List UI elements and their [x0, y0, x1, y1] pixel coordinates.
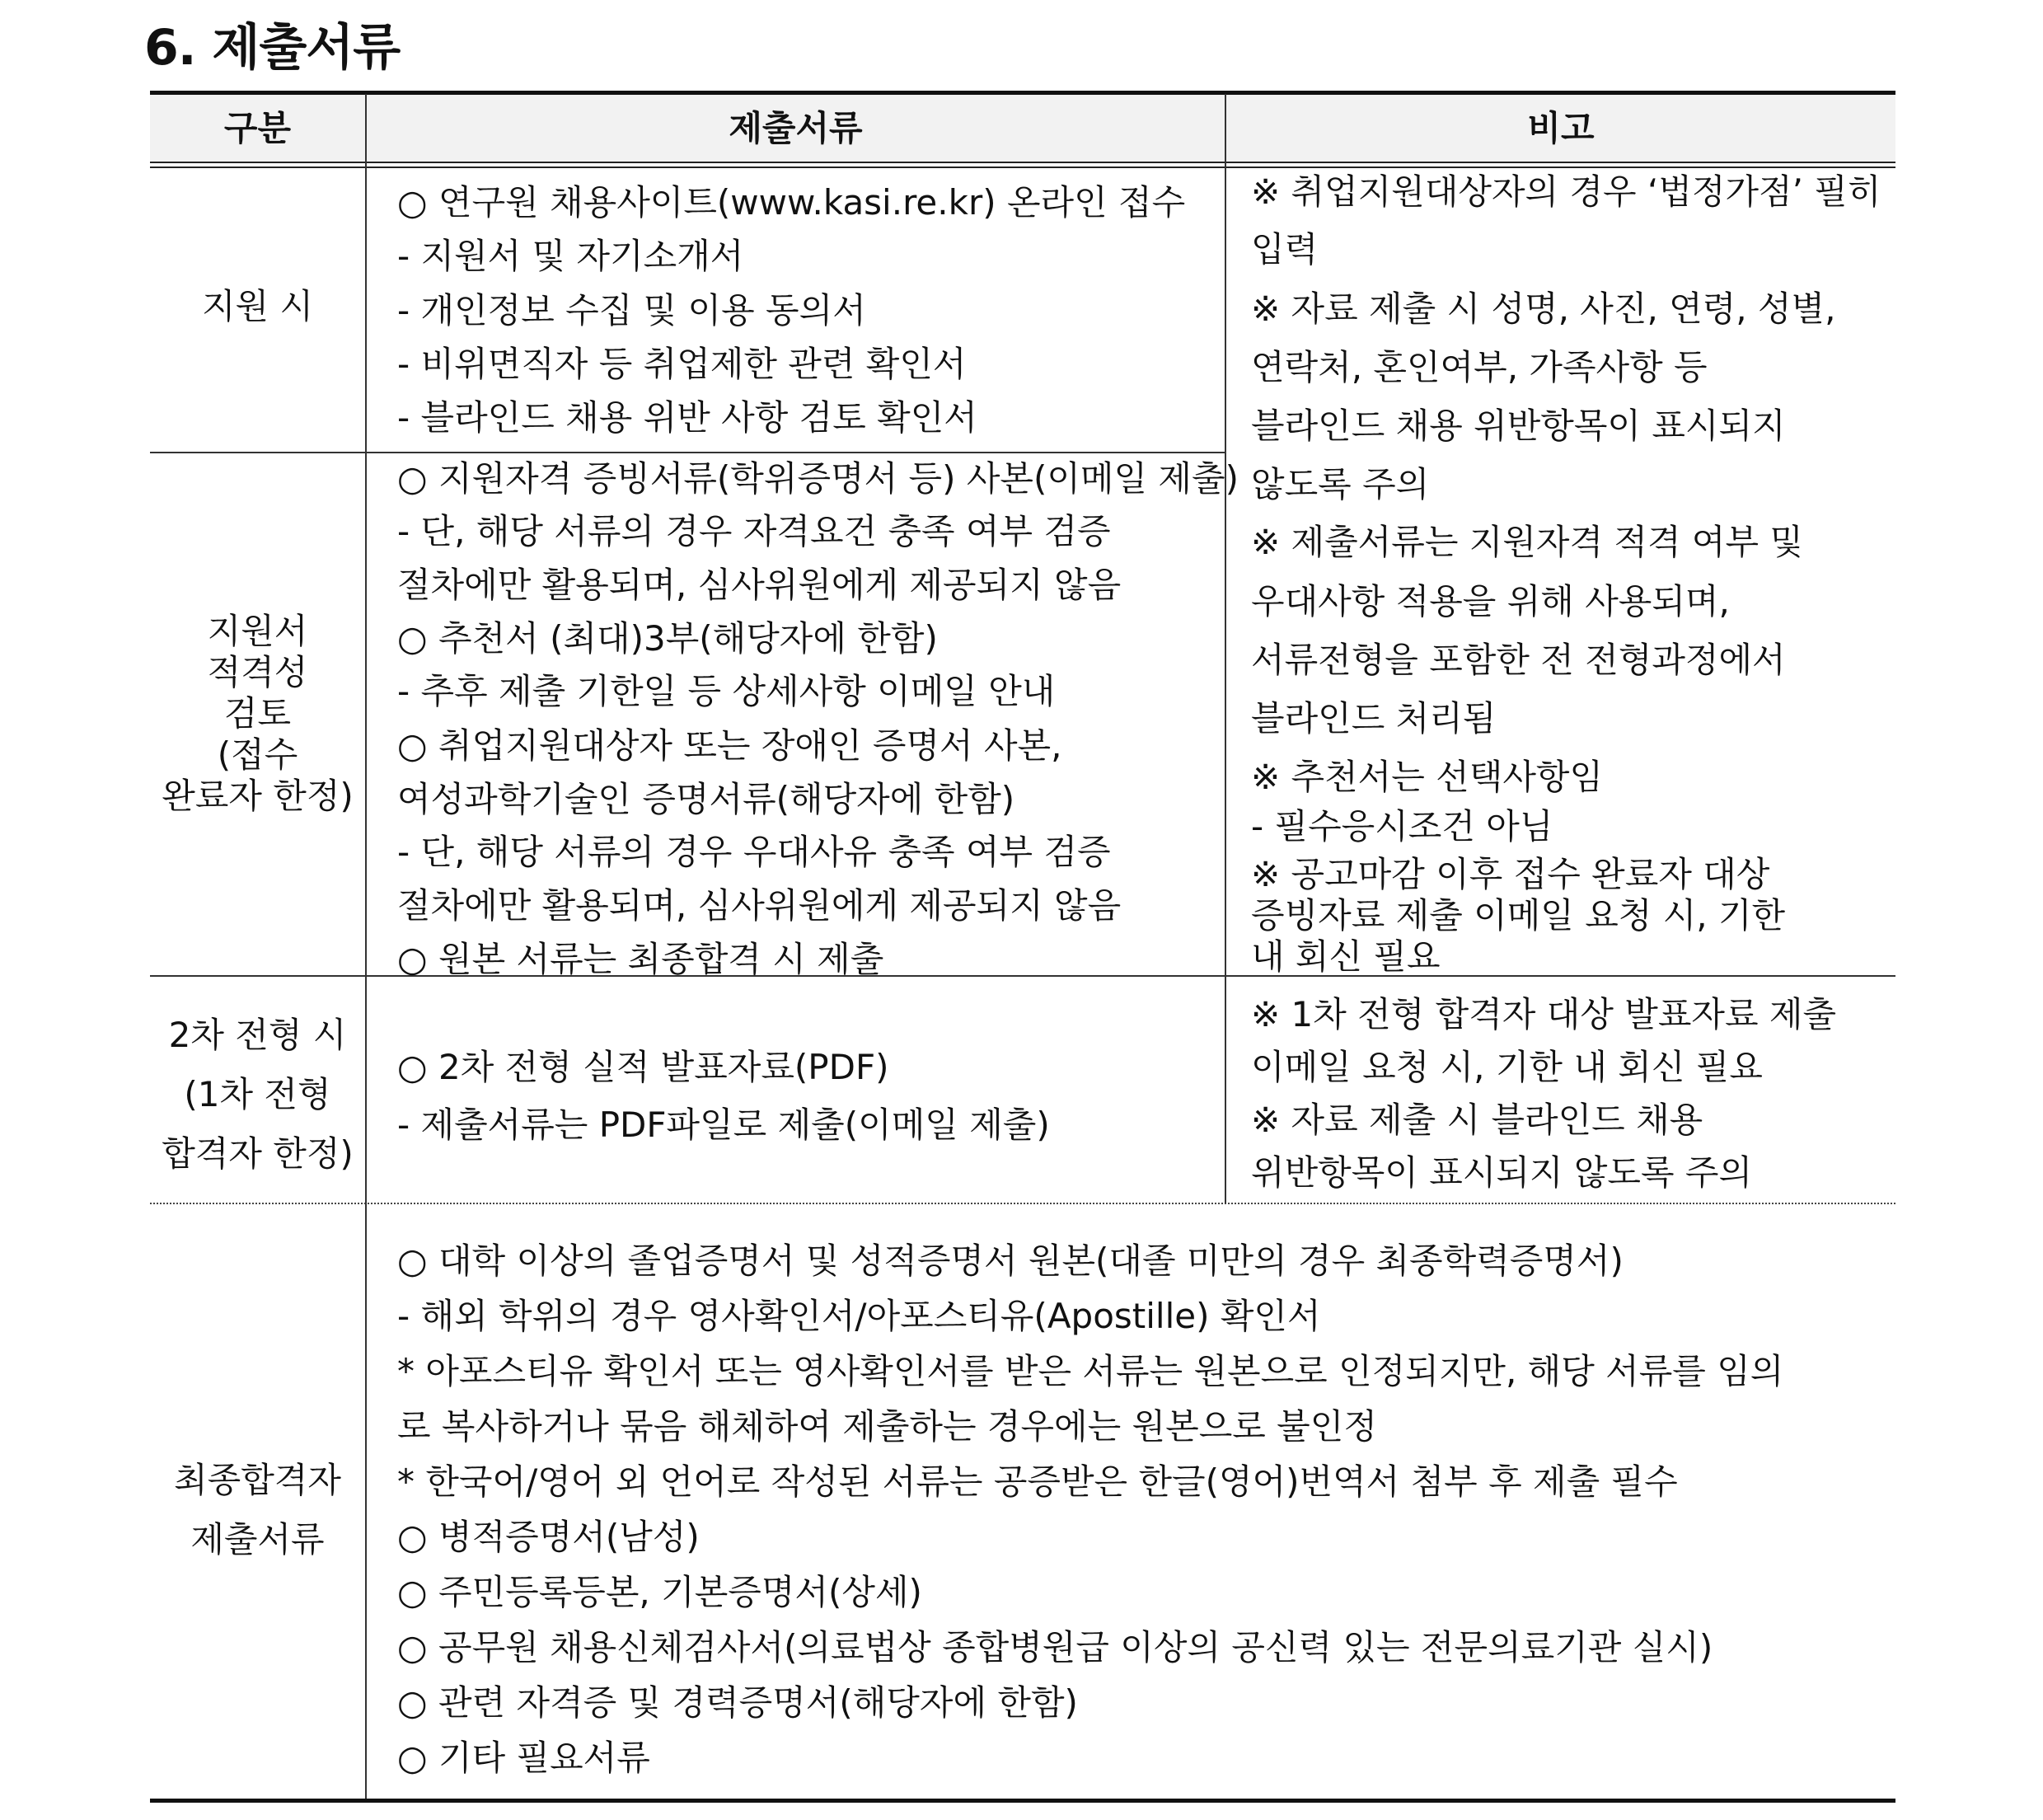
note-line: 내 회신 필요	[1251, 936, 1441, 977]
doc-line: ○ 대학 이상의 졸업증명서 및 성적증명서 원본(대졸 미만의 경우 최종학력증명서)	[397, 1241, 1624, 1281]
doc-line: * 아포스티유 확인서 또는 영사확인서를 받은 서류는 원본으로 인정되지만, 해당 서류를 임의	[397, 1351, 1784, 1391]
note-line: 않도록 주의	[1251, 464, 1430, 504]
category-line: (접수	[217, 734, 298, 775]
doc-line: - 추후 제출 기한일 등 상세사항 이메일 안내	[397, 671, 1056, 711]
doc-line: ○ 지원자격 증빙서류(학위증명서 등) 사본(이메일 제출)	[397, 458, 1239, 499]
doc-line: ○ 병적증명서(남성)	[397, 1517, 700, 1557]
category-line: 제출서류	[190, 1519, 325, 1560]
note-line: ※ 추천서는 선택사항임	[1251, 757, 1604, 797]
note-line: 연락처, 혼인여부, 가족사항 등	[1251, 347, 1708, 387]
category-line: 지원 시	[201, 286, 314, 326]
doc-line: - 단, 해당 서류의 경우 우대사유 충족 여부 검증	[397, 832, 1111, 872]
category-line: 2차 전형 시	[168, 1015, 347, 1055]
note-line: - 필수응시조건 아님	[1251, 806, 1553, 847]
category-line: (1차 전형	[184, 1074, 331, 1114]
table-bottom-rule	[150, 1799, 1895, 1803]
note-line: ※ 자료 제출 시 블라인드 채용	[1251, 1100, 1703, 1140]
note-line: 우대사항 적용을 위해 사용되며,	[1251, 581, 1730, 622]
doc-line: - 해외 학위의 경우 영사확인서/아포스티유(Apostille) 확인서	[397, 1296, 1321, 1336]
row3-category	[150, 1006, 365, 1184]
doc-line: ○ 추천서 (최대)3부(해당자에 한함)	[397, 618, 938, 659]
doc-line: ○ 연구원 채용사이트(www.kasi.re.kr) 온라인 접수	[397, 182, 1186, 223]
doc-line: 여성과학기술인 증명서류(해당자에 한함)	[397, 779, 1015, 819]
note-line: 위반항목이 표시되지 않도록 주의	[1251, 1152, 1753, 1193]
note-line: ※ 취업지원대상자의 경우 ‘법정가점’ 필히	[1251, 171, 1881, 212]
doc-line: ○ 2차 전형 실적 발표자료(PDF)	[397, 1047, 889, 1087]
row4-category	[150, 1451, 365, 1569]
row2-category	[150, 611, 365, 817]
doc-line: ○ 원본 서류는 최종합격 시 제출	[397, 939, 884, 979]
note-line: 입력	[1251, 229, 1319, 270]
category-line: 적격성	[207, 652, 308, 692]
doc-line: ○ 공무원 채용신체검사서(의료법상 종합병원급 이상의 공신력 있는 전문의료기관 실시)	[397, 1627, 1713, 1668]
doc-line: ○ 취업지원대상자 또는 장애인 증명서 사본,	[397, 725, 1062, 766]
doc-line: - 비위면직자 등 취업제한 관련 확인서	[397, 344, 967, 384]
note-line: 서류전형을 포함한 전 전형과정에서	[1251, 640, 1786, 680]
header-documents: 제출서류	[729, 108, 863, 148]
category-line: 검토	[223, 693, 292, 734]
category-line: 완료자 한정)	[162, 776, 354, 816]
column-divider-1	[365, 94, 367, 1799]
doc-line: - 블라인드 채용 위반 사항 검토 확인서	[397, 397, 977, 438]
doc-line: ○ 기타 필요서류	[397, 1738, 650, 1778]
category-line: 지원서	[207, 611, 308, 651]
note-line: 증빙자료 제출 이메일 요청 시, 기한	[1251, 895, 1786, 936]
note-line: ※ 공고마감 이후 접수 완료자 대상	[1251, 854, 1770, 894]
note-line: 블라인드 처리됨	[1251, 698, 1497, 739]
column-divider-2	[1225, 94, 1226, 1203]
doc-line: - 개인정보 수집 및 이용 동의서	[397, 290, 866, 331]
category-line: 합격자 한정)	[162, 1133, 354, 1174]
doc-line: - 지원서 및 자기소개서	[397, 236, 744, 276]
table-top-rule	[150, 91, 1895, 95]
doc-line: ○ 관련 자격증 및 경력증명서(해당자에 한함)	[397, 1682, 1078, 1723]
doc-line: 로 복사하거나 묶음 해체하여 제출하는 경우에는 원본으로 불인정	[397, 1406, 1377, 1447]
doc-line: * 한국어/영어 외 언어로 작성된 서류는 공증받은 한글(영어)번역서 첨부 후 제출 필수	[397, 1461, 1678, 1502]
category-line: 최종합격자	[174, 1460, 341, 1500]
header-notes: 비고	[1527, 108, 1595, 148]
section-title: 6. 제출서류	[144, 19, 401, 77]
doc-line: - 단, 해당 서류의 경우 자격요건 충족 여부 검증	[397, 511, 1111, 551]
note-line: 블라인드 채용 위반항목이 표시되지	[1251, 406, 1786, 446]
row-divider-3	[150, 1203, 1895, 1204]
doc-line: 절차에만 활용되며, 심사위원에게 제공되지 않음	[397, 885, 1122, 926]
note-line: ※ 자료 제출 시 성명, 사진, 연령, 성별,	[1251, 288, 1836, 329]
note-line: ※ 제출서류는 지원자격 적격 여부 및	[1251, 522, 1803, 562]
doc-line: ○ 주민등록등본, 기본증명서(상세)	[397, 1572, 922, 1612]
doc-line: - 제출서류는 PDF파일로 제출(이메일 제출)	[397, 1105, 1050, 1145]
doc-line: 절차에만 활용되며, 심사위원에게 제공되지 않음	[397, 565, 1122, 605]
note-line: ※ 1차 전형 합격자 대상 발표자료 제출	[1251, 994, 1837, 1034]
note-line: 이메일 요청 시, 기한 내 회신 필요	[1251, 1047, 1763, 1087]
header-category: 구분	[223, 108, 292, 148]
row1-category	[150, 286, 365, 327]
